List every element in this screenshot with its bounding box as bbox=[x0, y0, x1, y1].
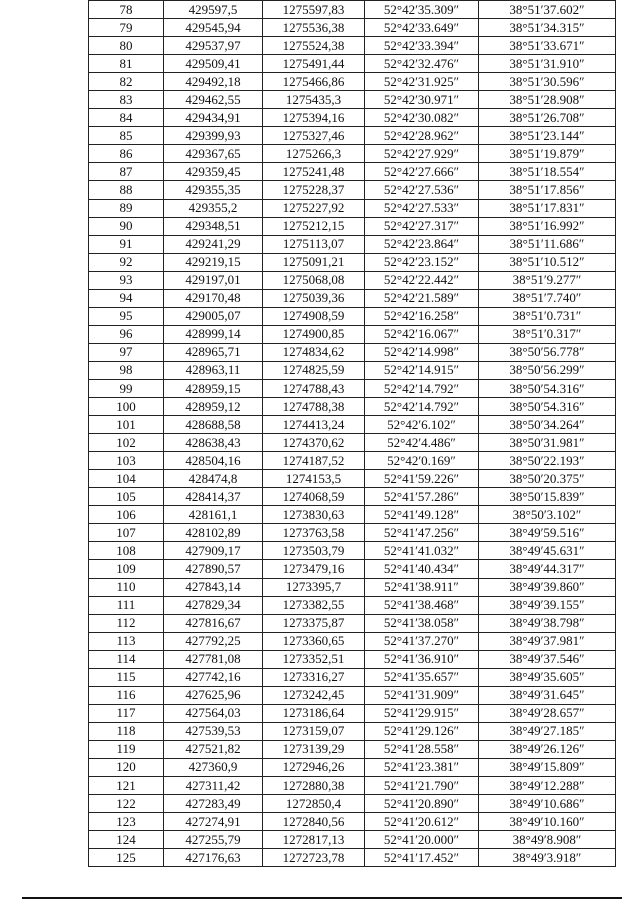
x-coordinate-cell: 428959,15 bbox=[164, 379, 263, 397]
table-row bbox=[89, 542, 616, 560]
latitude-cell: 52°42′35.309″ bbox=[365, 1, 479, 19]
longitude-cell: 38°50′20.375″ bbox=[479, 470, 616, 488]
y-coordinate-cell: 1273186,64 bbox=[263, 704, 365, 722]
table-row bbox=[89, 307, 616, 325]
longitude-cell: 38°49′3.918″ bbox=[479, 849, 616, 867]
x-coordinate-cell: 427792,25 bbox=[164, 632, 263, 650]
x-coordinate-cell: 429399,93 bbox=[164, 127, 263, 145]
x-coordinate-cell: 429348,51 bbox=[164, 217, 263, 235]
x-coordinate-cell: 429545,94 bbox=[164, 19, 263, 37]
table-row bbox=[89, 560, 616, 578]
x-coordinate-cell: 427564,03 bbox=[164, 704, 263, 722]
latitude-cell: 52°41′38.468″ bbox=[365, 596, 479, 614]
latitude-cell: 52°42′16.258″ bbox=[365, 307, 479, 325]
table-row bbox=[89, 795, 616, 813]
longitude-cell: 38°50′34.264″ bbox=[479, 416, 616, 434]
y-coordinate-cell: 1274153,5 bbox=[263, 470, 365, 488]
table-row bbox=[89, 758, 616, 776]
latitude-cell: 52°41′49.128″ bbox=[365, 506, 479, 524]
longitude-cell: 38°51′16.992″ bbox=[479, 217, 616, 235]
point-number-cell: 86 bbox=[89, 145, 164, 163]
latitude-cell: 52°41′17.452″ bbox=[365, 849, 479, 867]
y-coordinate-cell: 1272946,26 bbox=[263, 758, 365, 776]
y-coordinate-cell: 1275536,38 bbox=[263, 19, 365, 37]
x-coordinate-cell: 427816,67 bbox=[164, 614, 263, 632]
x-coordinate-cell: 428161,1 bbox=[164, 506, 263, 524]
y-coordinate-cell: 1274908,59 bbox=[263, 307, 365, 325]
longitude-cell: 38°50′54.316″ bbox=[479, 379, 616, 397]
x-coordinate-cell: 427829,34 bbox=[164, 596, 263, 614]
point-number-cell: 110 bbox=[89, 578, 164, 596]
table-row bbox=[89, 398, 616, 416]
longitude-cell: 38°51′19.879″ bbox=[479, 145, 616, 163]
y-coordinate-cell: 1275394,16 bbox=[263, 109, 365, 127]
x-coordinate-cell: 428414,37 bbox=[164, 488, 263, 506]
table-row bbox=[89, 650, 616, 668]
latitude-cell: 52°42′21.589″ bbox=[365, 289, 479, 307]
table-row bbox=[89, 19, 616, 37]
table-row bbox=[89, 109, 616, 127]
y-coordinate-cell: 1273395,7 bbox=[263, 578, 365, 596]
coordinates-table bbox=[88, 0, 616, 867]
x-coordinate-cell: 427360,9 bbox=[164, 758, 263, 776]
longitude-cell: 38°49′10.686″ bbox=[479, 795, 616, 813]
x-coordinate-cell: 427909,17 bbox=[164, 542, 263, 560]
latitude-cell: 52°42′27.929″ bbox=[365, 145, 479, 163]
latitude-cell: 52°41′57.286″ bbox=[365, 488, 479, 506]
point-number-cell: 96 bbox=[89, 325, 164, 343]
latitude-cell: 52°41′20.612″ bbox=[365, 813, 479, 831]
x-coordinate-cell: 428102,89 bbox=[164, 524, 263, 542]
table-row bbox=[89, 416, 616, 434]
y-coordinate-cell: 1275524,38 bbox=[263, 37, 365, 55]
point-number-cell: 116 bbox=[89, 686, 164, 704]
table-row bbox=[89, 470, 616, 488]
y-coordinate-cell: 1273352,51 bbox=[263, 650, 365, 668]
table-row bbox=[89, 813, 616, 831]
longitude-cell: 38°50′3.102″ bbox=[479, 506, 616, 524]
point-number-cell: 113 bbox=[89, 632, 164, 650]
table-row bbox=[89, 722, 616, 740]
y-coordinate-cell: 1275228,37 bbox=[263, 181, 365, 199]
table-row bbox=[89, 831, 616, 849]
point-number-cell: 87 bbox=[89, 163, 164, 181]
longitude-cell: 38°49′59.516″ bbox=[479, 524, 616, 542]
x-coordinate-cell: 429509,41 bbox=[164, 55, 263, 73]
y-coordinate-cell: 1275113,07 bbox=[263, 235, 365, 253]
latitude-cell: 52°42′27.533″ bbox=[365, 199, 479, 217]
point-number-cell: 92 bbox=[89, 253, 164, 271]
x-coordinate-cell: 429005,07 bbox=[164, 307, 263, 325]
y-coordinate-cell: 1272723,78 bbox=[263, 849, 365, 867]
table-row bbox=[89, 289, 616, 307]
x-coordinate-cell: 427742,16 bbox=[164, 668, 263, 686]
point-number-cell: 90 bbox=[89, 217, 164, 235]
table-row bbox=[89, 452, 616, 470]
longitude-cell: 38°51′31.910″ bbox=[479, 55, 616, 73]
point-number-cell: 111 bbox=[89, 596, 164, 614]
point-number-cell: 94 bbox=[89, 289, 164, 307]
longitude-cell: 38°51′30.596″ bbox=[479, 73, 616, 91]
table-row bbox=[89, 596, 616, 614]
latitude-cell: 52°41′38.911″ bbox=[365, 578, 479, 596]
longitude-cell: 38°49′39.860″ bbox=[479, 578, 616, 596]
x-coordinate-cell: 429462,55 bbox=[164, 91, 263, 109]
point-number-cell: 117 bbox=[89, 704, 164, 722]
table-row bbox=[89, 217, 616, 235]
latitude-cell: 52°42′31.925″ bbox=[365, 73, 479, 91]
x-coordinate-cell: 427521,82 bbox=[164, 740, 263, 758]
longitude-cell: 38°49′35.605″ bbox=[479, 668, 616, 686]
x-coordinate-cell: 428959,12 bbox=[164, 398, 263, 416]
latitude-cell: 52°42′14.998″ bbox=[365, 343, 479, 361]
point-number-cell: 118 bbox=[89, 722, 164, 740]
y-coordinate-cell: 1275227,92 bbox=[263, 199, 365, 217]
point-number-cell: 100 bbox=[89, 398, 164, 416]
point-number-cell: 104 bbox=[89, 470, 164, 488]
y-coordinate-cell: 1275435,3 bbox=[263, 91, 365, 109]
latitude-cell: 52°42′16.067″ bbox=[365, 325, 479, 343]
x-coordinate-cell: 429367,65 bbox=[164, 145, 263, 163]
y-coordinate-cell: 1274788,43 bbox=[263, 379, 365, 397]
point-number-cell: 120 bbox=[89, 758, 164, 776]
table-row bbox=[89, 253, 616, 271]
latitude-cell: 52°42′22.442″ bbox=[365, 271, 479, 289]
longitude-cell: 38°50′31.981″ bbox=[479, 434, 616, 452]
x-coordinate-cell: 427539,53 bbox=[164, 722, 263, 740]
latitude-cell: 52°42′30.971″ bbox=[365, 91, 479, 109]
table-row bbox=[89, 488, 616, 506]
x-coordinate-cell: 429597,5 bbox=[164, 1, 263, 19]
latitude-cell: 52°42′23.152″ bbox=[365, 253, 479, 271]
x-coordinate-cell: 428474,8 bbox=[164, 470, 263, 488]
point-number-cell: 101 bbox=[89, 416, 164, 434]
point-number-cell: 78 bbox=[89, 1, 164, 19]
point-number-cell: 98 bbox=[89, 361, 164, 379]
point-number-cell: 107 bbox=[89, 524, 164, 542]
longitude-cell: 38°49′10.160″ bbox=[479, 813, 616, 831]
point-number-cell: 115 bbox=[89, 668, 164, 686]
longitude-cell: 38°51′0.731″ bbox=[479, 307, 616, 325]
latitude-cell: 52°41′38.058″ bbox=[365, 614, 479, 632]
longitude-cell: 38°50′15.839″ bbox=[479, 488, 616, 506]
y-coordinate-cell: 1274825,59 bbox=[263, 361, 365, 379]
x-coordinate-cell: 429197,01 bbox=[164, 271, 263, 289]
y-coordinate-cell: 1273830,63 bbox=[263, 506, 365, 524]
latitude-cell: 52°41′59.226″ bbox=[365, 470, 479, 488]
x-coordinate-cell: 428504,16 bbox=[164, 452, 263, 470]
x-coordinate-cell: 427781,08 bbox=[164, 650, 263, 668]
x-coordinate-cell: 429241,29 bbox=[164, 235, 263, 253]
latitude-cell: 52°42′14.915″ bbox=[365, 361, 479, 379]
y-coordinate-cell: 1274187,52 bbox=[263, 452, 365, 470]
latitude-cell: 52°41′47.256″ bbox=[365, 524, 479, 542]
point-number-cell: 103 bbox=[89, 452, 164, 470]
point-number-cell: 121 bbox=[89, 777, 164, 795]
y-coordinate-cell: 1273503,79 bbox=[263, 542, 365, 560]
longitude-cell: 38°49′45.631″ bbox=[479, 542, 616, 560]
x-coordinate-cell: 429355,35 bbox=[164, 181, 263, 199]
latitude-cell: 52°42′23.864″ bbox=[365, 235, 479, 253]
point-number-cell: 80 bbox=[89, 37, 164, 55]
longitude-cell: 38°51′28.908″ bbox=[479, 91, 616, 109]
y-coordinate-cell: 1273316,27 bbox=[263, 668, 365, 686]
y-coordinate-cell: 1272817,13 bbox=[263, 831, 365, 849]
point-number-cell: 119 bbox=[89, 740, 164, 758]
latitude-cell: 52°42′0.169″ bbox=[365, 452, 479, 470]
point-number-cell: 106 bbox=[89, 506, 164, 524]
y-coordinate-cell: 1272850,4 bbox=[263, 795, 365, 813]
table-row bbox=[89, 73, 616, 91]
longitude-cell: 38°51′11.686″ bbox=[479, 235, 616, 253]
table-row bbox=[89, 434, 616, 452]
y-coordinate-cell: 1273479,16 bbox=[263, 560, 365, 578]
longitude-cell: 38°49′27.185″ bbox=[479, 722, 616, 740]
longitude-cell: 38°51′7.740″ bbox=[479, 289, 616, 307]
y-coordinate-cell: 1272840,56 bbox=[263, 813, 365, 831]
y-coordinate-cell: 1273139,29 bbox=[263, 740, 365, 758]
point-number-cell: 109 bbox=[89, 560, 164, 578]
longitude-cell: 38°49′38.798″ bbox=[479, 614, 616, 632]
latitude-cell: 52°41′35.657″ bbox=[365, 668, 479, 686]
table-row bbox=[89, 271, 616, 289]
y-coordinate-cell: 1273360,65 bbox=[263, 632, 365, 650]
table-row bbox=[89, 686, 616, 704]
point-number-cell: 108 bbox=[89, 542, 164, 560]
latitude-cell: 52°42′14.792″ bbox=[365, 398, 479, 416]
point-number-cell: 97 bbox=[89, 343, 164, 361]
point-number-cell: 123 bbox=[89, 813, 164, 831]
longitude-cell: 38°51′37.602″ bbox=[479, 1, 616, 19]
y-coordinate-cell: 1275241,48 bbox=[263, 163, 365, 181]
longitude-cell: 38°49′44.317″ bbox=[479, 560, 616, 578]
x-coordinate-cell: 427890,57 bbox=[164, 560, 263, 578]
longitude-cell: 38°51′23.144″ bbox=[479, 127, 616, 145]
point-number-cell: 83 bbox=[89, 91, 164, 109]
x-coordinate-cell: 427176,63 bbox=[164, 849, 263, 867]
table-row bbox=[89, 37, 616, 55]
y-coordinate-cell: 1275091,21 bbox=[263, 253, 365, 271]
table-row bbox=[89, 740, 616, 758]
table-row bbox=[89, 199, 616, 217]
x-coordinate-cell: 427843,14 bbox=[164, 578, 263, 596]
table-row bbox=[89, 235, 616, 253]
y-coordinate-cell: 1275039,36 bbox=[263, 289, 365, 307]
point-number-cell: 122 bbox=[89, 795, 164, 813]
table-row bbox=[89, 127, 616, 145]
point-number-cell: 88 bbox=[89, 181, 164, 199]
longitude-cell: 38°49′12.288″ bbox=[479, 777, 616, 795]
x-coordinate-cell: 428638,43 bbox=[164, 434, 263, 452]
table-row bbox=[89, 849, 616, 867]
x-coordinate-cell: 429355,2 bbox=[164, 199, 263, 217]
point-number-cell: 85 bbox=[89, 127, 164, 145]
table-row bbox=[89, 614, 616, 632]
longitude-cell: 38°51′9.277″ bbox=[479, 271, 616, 289]
latitude-cell: 52°41′31.909″ bbox=[365, 686, 479, 704]
latitude-cell: 52°41′41.032″ bbox=[365, 542, 479, 560]
longitude-cell: 38°51′10.512″ bbox=[479, 253, 616, 271]
y-coordinate-cell: 1275068,08 bbox=[263, 271, 365, 289]
y-coordinate-cell: 1275466,86 bbox=[263, 73, 365, 91]
x-coordinate-cell: 428688,58 bbox=[164, 416, 263, 434]
point-number-cell: 93 bbox=[89, 271, 164, 289]
latitude-cell: 52°42′32.476″ bbox=[365, 55, 479, 73]
point-number-cell: 114 bbox=[89, 650, 164, 668]
y-coordinate-cell: 1273159,07 bbox=[263, 722, 365, 740]
latitude-cell: 52°42′33.394″ bbox=[365, 37, 479, 55]
latitude-cell: 52°41′40.434″ bbox=[365, 560, 479, 578]
longitude-cell: 38°49′37.981″ bbox=[479, 632, 616, 650]
x-coordinate-cell: 428963,11 bbox=[164, 361, 263, 379]
x-coordinate-cell: 427274,91 bbox=[164, 813, 263, 831]
latitude-cell: 52°41′37.270″ bbox=[365, 632, 479, 650]
table-row bbox=[89, 506, 616, 524]
y-coordinate-cell: 1273375,87 bbox=[263, 614, 365, 632]
x-coordinate-cell: 427283,49 bbox=[164, 795, 263, 813]
longitude-cell: 38°51′17.856″ bbox=[479, 181, 616, 199]
longitude-cell: 38°49′39.155″ bbox=[479, 596, 616, 614]
y-coordinate-cell: 1273382,55 bbox=[263, 596, 365, 614]
table-row bbox=[89, 704, 616, 722]
table-row bbox=[89, 91, 616, 109]
x-coordinate-cell: 429219,15 bbox=[164, 253, 263, 271]
latitude-cell: 52°41′28.558″ bbox=[365, 740, 479, 758]
longitude-cell: 38°51′0.317″ bbox=[479, 325, 616, 343]
y-coordinate-cell: 1274413,24 bbox=[263, 416, 365, 434]
x-coordinate-cell: 429170,48 bbox=[164, 289, 263, 307]
table-row bbox=[89, 578, 616, 596]
y-coordinate-cell: 1273763,58 bbox=[263, 524, 365, 542]
x-coordinate-cell: 429537,97 bbox=[164, 37, 263, 55]
table-row bbox=[89, 55, 616, 73]
table-row bbox=[89, 343, 616, 361]
table-row bbox=[89, 524, 616, 542]
latitude-cell: 52°42′27.666″ bbox=[365, 163, 479, 181]
latitude-cell: 52°41′36.910″ bbox=[365, 650, 479, 668]
table-row bbox=[89, 379, 616, 397]
y-coordinate-cell: 1274900,85 bbox=[263, 325, 365, 343]
point-number-cell: 125 bbox=[89, 849, 164, 867]
table-row bbox=[89, 181, 616, 199]
longitude-cell: 38°50′54.316″ bbox=[479, 398, 616, 416]
latitude-cell: 52°42′27.317″ bbox=[365, 217, 479, 235]
latitude-cell: 52°42′14.792″ bbox=[365, 379, 479, 397]
latitude-cell: 52°42′6.102″ bbox=[365, 416, 479, 434]
point-number-cell: 95 bbox=[89, 307, 164, 325]
y-coordinate-cell: 1275266,3 bbox=[263, 145, 365, 163]
longitude-cell: 38°49′26.126″ bbox=[479, 740, 616, 758]
longitude-cell: 38°51′17.831″ bbox=[479, 199, 616, 217]
longitude-cell: 38°49′31.645″ bbox=[479, 686, 616, 704]
table-row bbox=[89, 777, 616, 795]
y-coordinate-cell: 1273242,45 bbox=[263, 686, 365, 704]
longitude-cell: 38°51′26.708″ bbox=[479, 109, 616, 127]
y-coordinate-cell: 1275597,83 bbox=[263, 1, 365, 19]
y-coordinate-cell: 1275212,15 bbox=[263, 217, 365, 235]
x-coordinate-cell: 428999,14 bbox=[164, 325, 263, 343]
y-coordinate-cell: 1272880,38 bbox=[263, 777, 365, 795]
y-coordinate-cell: 1275491,44 bbox=[263, 55, 365, 73]
point-number-cell: 82 bbox=[89, 73, 164, 91]
latitude-cell: 52°41′20.890″ bbox=[365, 795, 479, 813]
y-coordinate-cell: 1274788,38 bbox=[263, 398, 365, 416]
latitude-cell: 52°42′28.962″ bbox=[365, 127, 479, 145]
table-row bbox=[89, 163, 616, 181]
point-number-cell: 99 bbox=[89, 379, 164, 397]
table-row bbox=[89, 361, 616, 379]
longitude-cell: 38°50′22.193″ bbox=[479, 452, 616, 470]
y-coordinate-cell: 1274370,62 bbox=[263, 434, 365, 452]
point-number-cell: 84 bbox=[89, 109, 164, 127]
longitude-cell: 38°49′8.908″ bbox=[479, 831, 616, 849]
y-coordinate-cell: 1274068,59 bbox=[263, 488, 365, 506]
point-number-cell: 102 bbox=[89, 434, 164, 452]
longitude-cell: 38°51′33.671″ bbox=[479, 37, 616, 55]
x-coordinate-cell: 427311,42 bbox=[164, 777, 263, 795]
latitude-cell: 52°42′33.649″ bbox=[365, 19, 479, 37]
longitude-cell: 38°50′56.299″ bbox=[479, 361, 616, 379]
longitude-cell: 38°49′28.657″ bbox=[479, 704, 616, 722]
table-row bbox=[89, 1, 616, 19]
page-bottom-rule bbox=[22, 897, 622, 899]
longitude-cell: 38°51′34.315″ bbox=[479, 19, 616, 37]
table-row bbox=[89, 145, 616, 163]
longitude-cell: 38°49′37.546″ bbox=[479, 650, 616, 668]
longitude-cell: 38°50′56.778″ bbox=[479, 343, 616, 361]
y-coordinate-cell: 1274834,62 bbox=[263, 343, 365, 361]
latitude-cell: 52°41′29.126″ bbox=[365, 722, 479, 740]
table-row bbox=[89, 632, 616, 650]
x-coordinate-cell: 429492,18 bbox=[164, 73, 263, 91]
latitude-cell: 52°41′20.000″ bbox=[365, 831, 479, 849]
table-row bbox=[89, 325, 616, 343]
point-number-cell: 124 bbox=[89, 831, 164, 849]
x-coordinate-cell: 427255,79 bbox=[164, 831, 263, 849]
x-coordinate-cell: 429359,45 bbox=[164, 163, 263, 181]
latitude-cell: 52°42′4.486″ bbox=[365, 434, 479, 452]
point-number-cell: 81 bbox=[89, 55, 164, 73]
point-number-cell: 105 bbox=[89, 488, 164, 506]
longitude-cell: 38°51′18.554″ bbox=[479, 163, 616, 181]
y-coordinate-cell: 1275327,46 bbox=[263, 127, 365, 145]
x-coordinate-cell: 427625,96 bbox=[164, 686, 263, 704]
longitude-cell: 38°49′15.809″ bbox=[479, 758, 616, 776]
latitude-cell: 52°41′23.381″ bbox=[365, 758, 479, 776]
table-row bbox=[89, 668, 616, 686]
x-coordinate-cell: 428965,71 bbox=[164, 343, 263, 361]
coordinates-table-body bbox=[89, 1, 616, 867]
point-number-cell: 91 bbox=[89, 235, 164, 253]
point-number-cell: 89 bbox=[89, 199, 164, 217]
point-number-cell: 112 bbox=[89, 614, 164, 632]
latitude-cell: 52°41′29.915″ bbox=[365, 704, 479, 722]
latitude-cell: 52°42′27.536″ bbox=[365, 181, 479, 199]
latitude-cell: 52°41′21.790″ bbox=[365, 777, 479, 795]
x-coordinate-cell: 429434,91 bbox=[164, 109, 263, 127]
point-number-cell: 79 bbox=[89, 19, 164, 37]
latitude-cell: 52°42′30.082″ bbox=[365, 109, 479, 127]
